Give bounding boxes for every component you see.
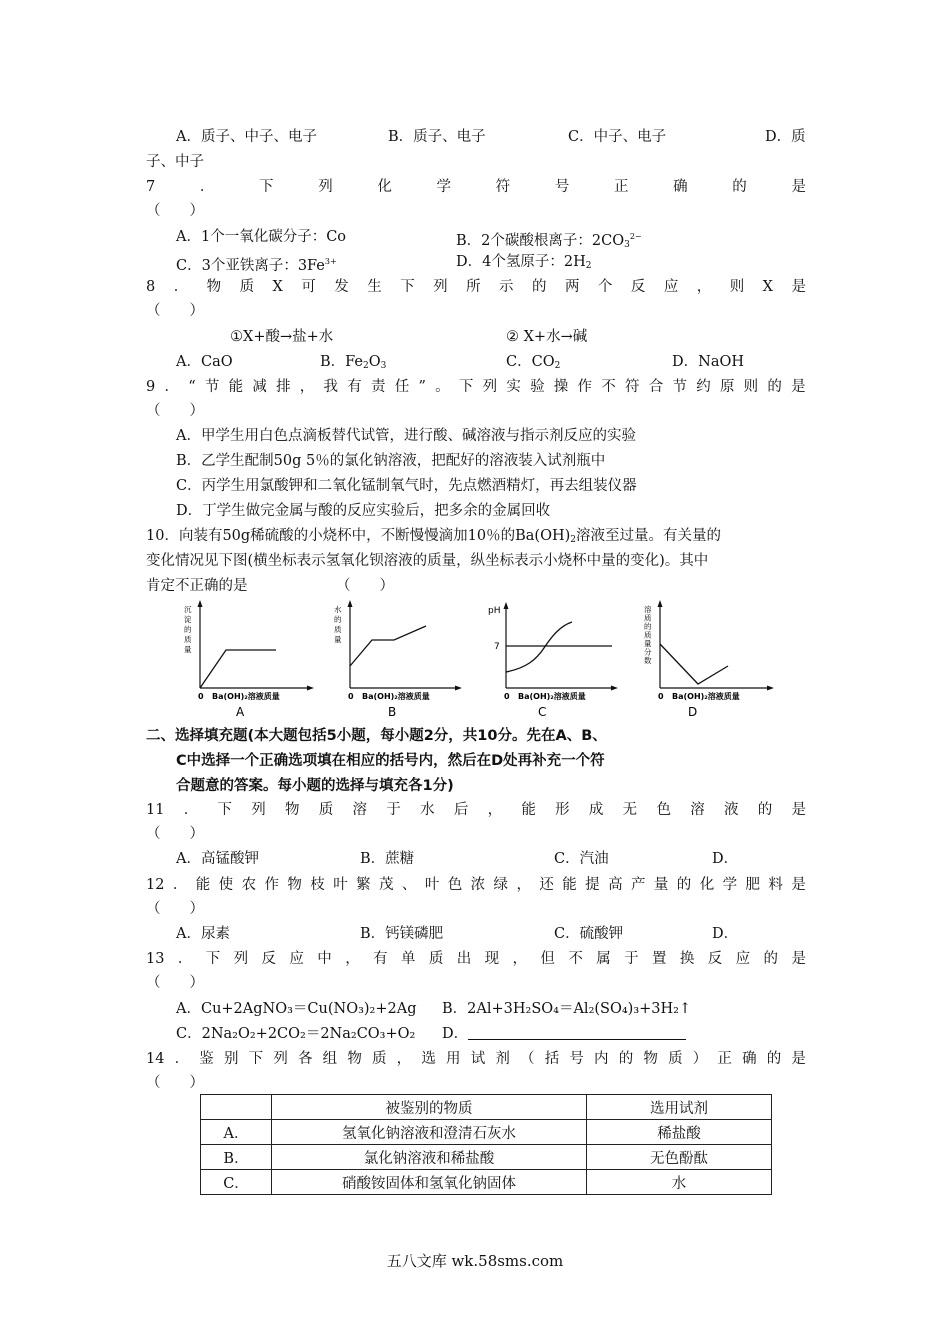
stem-char: 应: [663, 279, 679, 295]
stem-char: 应: [735, 951, 751, 967]
chart-ylabel-char: 沉: [184, 605, 192, 614]
q11-option-a: A．高锰酸钾: [176, 851, 259, 867]
q6-option-a: A．质子、中子、电子: [176, 129, 317, 145]
stem-char: 符: [495, 179, 511, 195]
q13-option-c: C．2Na₂O₂+2CO₂＝2Na₂CO₃+O₂: [176, 1026, 416, 1042]
q11-paren: （ ）: [146, 826, 204, 842]
chart-b-ylabel: [334, 604, 342, 644]
table-cell: 氢氧化钠溶液和澄清石灰水: [272, 1120, 587, 1145]
stem-char: 责: [371, 379, 386, 395]
stem-char: ”: [418, 379, 426, 395]
q9-stem: [146, 377, 806, 397]
chart-a-ylabel: [184, 605, 192, 654]
section2-heading-line-1: 二、选择填充题(本大题包括5小题，每小题2分，共10分。先在A、B、: [146, 728, 607, 744]
stem-char: 不: [601, 379, 616, 395]
chart-a-letter: A: [236, 705, 245, 719]
stem-char: 叶: [333, 877, 348, 893]
stem-char: 但: [540, 951, 555, 967]
chart-ylabel-char: 量: [644, 639, 652, 648]
stem-char: 绿: [493, 877, 509, 893]
chart-ylabel-char: 质: [644, 613, 652, 623]
stem-char: 能: [562, 877, 577, 893]
stem-char: 是: [791, 379, 806, 395]
table-cell: B．: [201, 1145, 272, 1170]
stem-char: 还: [539, 877, 554, 893]
stem-char: 括: [544, 1051, 560, 1067]
stem-char: 的: [763, 951, 779, 967]
q8-option-d: D．NaOH: [672, 354, 744, 370]
stem-char: 正: [717, 1051, 732, 1067]
stem-char: 所: [466, 279, 481, 295]
table-header-cell: [201, 1095, 272, 1120]
q11-option-b: B．蔗糖: [360, 851, 415, 867]
stem-char: 成: [588, 802, 604, 818]
stem-char: 。: [435, 379, 450, 395]
stem-char: 各: [297, 1051, 313, 1067]
stem-char: ）: [692, 1051, 708, 1067]
q7-option-c: C．3个亚铁离子：$3Fe^{3+}$: [176, 257, 337, 274]
stem-char: 溶: [690, 802, 705, 818]
q10-line-2: 变化情况见下图(横坐标表示氢氧化钡溶液的质量，纵坐标表示小烧杯中量的变化)。其中: [146, 553, 709, 569]
stem-char: 作: [264, 877, 279, 893]
stem-char: 的: [766, 1051, 782, 1067]
stem-char: 下: [217, 802, 232, 818]
stem-char: ，: [696, 279, 712, 295]
stem-char: 色: [447, 877, 463, 893]
chart-ylabel-char: 分: [644, 647, 652, 657]
stem-char: 8: [146, 279, 156, 295]
stem-char: 的: [618, 1051, 634, 1067]
q12-option-a: A．尿素: [176, 926, 230, 942]
stem-char: 于: [386, 802, 401, 818]
chart-b-curve: [350, 626, 426, 666]
stem-char: 是: [791, 951, 806, 967]
stem-char: 能: [228, 379, 244, 395]
stem-char: 实: [506, 379, 521, 395]
stem-char: 枝: [310, 877, 325, 893]
stem-char: 高: [608, 877, 623, 893]
stem-char: 确: [742, 1051, 757, 1067]
table-header-cell: 选用试剂: [587, 1095, 772, 1120]
stem-char: ，: [516, 877, 531, 893]
stem-char: 则: [743, 379, 759, 395]
stem-char: 列: [482, 379, 498, 395]
q14-paren: （ ）: [146, 1075, 204, 1091]
stem-char: 可: [301, 279, 316, 295]
stem-char: 下: [400, 279, 415, 295]
table-row: [201, 1145, 772, 1170]
chart-a-curve: [200, 650, 276, 688]
q13-answer-blank[interactable]: [468, 1025, 686, 1040]
stem-char: 现: [484, 951, 500, 967]
chart-ylabel-char: 的: [184, 625, 192, 634]
stem-char: 14: [146, 1051, 165, 1067]
stem-char: 、: [401, 877, 417, 893]
stem-char: X: [762, 279, 773, 295]
chart-ylabel-char: 量: [334, 635, 342, 644]
stem-char: 学: [436, 179, 452, 195]
stem-char: 排: [276, 379, 291, 395]
stem-char: 原: [719, 379, 735, 395]
stem-char: 是: [791, 279, 806, 295]
q9-option-a: A．甲学生用白色点滴板替代试管，进行酸、碱溶液与指示剂反应的实验: [176, 428, 636, 444]
stem-char: ．: [173, 279, 189, 295]
q9-option-d: D．丁学生做完金属与酸的反应实验后，把多余的金属回收: [176, 503, 551, 519]
stem-char: 下: [248, 1051, 264, 1067]
stem-char: 的: [732, 179, 747, 195]
stem-char: 9: [146, 379, 156, 395]
stem-char: 的: [767, 379, 782, 395]
stem-char: 茂: [379, 877, 394, 893]
stem-char: 示: [499, 279, 514, 295]
q8-option-b: B．$Fe_2O_3$: [320, 354, 387, 371]
q7-option-d: D．4个氢原子：$2H_2$: [456, 254, 592, 271]
chart-b-origin: 0: [348, 692, 354, 701]
chart-b: [330, 600, 480, 720]
stem-char: 发: [334, 279, 349, 295]
chart-a-x-arrow: [307, 686, 314, 691]
stem-char: （: [520, 1051, 535, 1067]
stem-char: 下: [458, 379, 474, 395]
chart-a: [178, 600, 328, 720]
chart-c-origin: 0: [504, 692, 510, 701]
chart-ylabel-char: 水: [334, 605, 342, 614]
chart-ylabel-char: 数: [644, 656, 652, 665]
stem-char: ，: [299, 379, 315, 395]
stem-char: 换: [679, 951, 695, 967]
q6-wrap: 子、中子: [146, 154, 204, 170]
stem-char: 作: [577, 379, 593, 395]
chart-c: [486, 600, 636, 720]
stem-char: 于: [624, 951, 639, 967]
q12-option-c: C．硫酸钾: [554, 926, 624, 942]
stem-char: 两: [564, 279, 580, 295]
table-cell: 水: [587, 1170, 772, 1195]
q6-option-d: D．质: [765, 129, 806, 145]
q7-option-a: A．1个一氧化碳分子：Co: [176, 229, 347, 245]
stem-char: 叶: [424, 877, 440, 893]
chart-ylabel-char: 的: [334, 615, 342, 624]
q9-paren: （ ）: [146, 403, 204, 419]
stem-char: 个: [597, 279, 613, 295]
stem-char: 用: [446, 1051, 461, 1067]
q13-option-d: D．: [442, 1024, 686, 1044]
stem-char: 反: [630, 279, 646, 295]
stem-char: 质: [318, 802, 334, 818]
stem-char: 质: [428, 951, 444, 967]
chart-b-letter: B: [388, 705, 397, 719]
stem-char: 内: [594, 1051, 609, 1067]
chart-ylabel-char: 的: [644, 622, 652, 631]
q13-paren: （ ）: [146, 975, 204, 991]
q12-paren: （ ）: [146, 901, 204, 917]
stem-char: 剂: [495, 1051, 510, 1067]
section2-heading-line-2: C中选择一个正确选项填在相应的括号内，然后在D处再补充一个符: [176, 753, 605, 769]
stem-char: 使: [218, 877, 234, 893]
stem-char: 质: [239, 279, 255, 295]
table-cell: 稀盐酸: [587, 1120, 772, 1145]
stem-char: 农: [241, 877, 257, 893]
stem-char: 是: [791, 1051, 806, 1067]
stem-char: ．: [199, 179, 215, 195]
stem-char: 正: [613, 179, 629, 195]
chart-c-curve: [506, 622, 572, 672]
q9-option-c: C．丙学生用氯酸钾和二氧化锰制氧气时，先点燃酒精灯，再去组装仪器: [176, 478, 637, 494]
stem-char: 物: [206, 279, 222, 295]
q12-stem: [146, 875, 806, 895]
q8-reaction-1: ①X+酸→盐+水: [230, 329, 334, 345]
table-cell: C．: [201, 1170, 272, 1195]
stem-char: 是: [791, 802, 806, 818]
q8-paren: （ ）: [146, 303, 204, 319]
table-cell: A．: [201, 1120, 272, 1145]
stem-char: 物: [643, 1051, 658, 1067]
stem-char: 应: [289, 951, 304, 967]
q8-reaction-2: ② X+水→碱: [506, 329, 588, 345]
chart-ylabel-char: 质: [644, 630, 652, 640]
chart-d-y-arrow: [658, 600, 663, 607]
q12-option-d: D．: [712, 926, 739, 942]
stem-char: ，: [396, 1051, 412, 1067]
stem-char: 置: [651, 951, 667, 967]
stem-char: 属: [596, 951, 611, 967]
table-cell: 硝酸铵固体和氢氧化钠固体: [272, 1170, 587, 1195]
table-header-cell: 被鉴别的物质: [272, 1095, 587, 1120]
stem-char: 有: [347, 379, 362, 395]
stem-char: 约: [696, 379, 711, 395]
stem-char: 出: [456, 951, 472, 967]
stem-char: 料: [768, 877, 783, 893]
chart-c-xlabel: Ba(OH)₂溶液质量: [518, 692, 586, 701]
q8-option-c: C．$CO_2$: [506, 354, 561, 371]
stem-char: 中: [317, 951, 332, 967]
stem-char: 是: [791, 179, 806, 195]
stem-char: 则: [729, 279, 745, 295]
stem-char: 能: [521, 802, 536, 818]
stem-char: 下: [205, 951, 221, 967]
chart-d-x-arrow: [767, 686, 774, 691]
stem-char: 减: [252, 379, 267, 395]
chart-d-ylabel: [644, 604, 652, 665]
stem-char: 反: [261, 951, 277, 967]
stem-char: 11: [146, 802, 165, 818]
q11-option-c: C．汽油: [554, 851, 609, 867]
stem-char: ．: [164, 379, 179, 395]
chart-a-origin: 0: [198, 692, 204, 701]
stem-char: 有: [373, 951, 388, 967]
stem-char: 别: [223, 1051, 239, 1067]
stem-char: 操: [553, 379, 569, 395]
q10-line-3: 肯定不正确的是: [146, 578, 248, 594]
stem-char: 提: [585, 877, 600, 893]
stem-char: 后: [453, 802, 469, 818]
stem-char: 是: [791, 877, 806, 893]
footer-watermark: 五八文库 wk.58sms.com: [386, 1252, 564, 1270]
stem-char: 符: [625, 379, 640, 395]
stem-char: 列: [273, 1051, 288, 1067]
stem-char: ，: [487, 802, 503, 818]
stem-char: 形: [555, 802, 570, 818]
stem-char: 能: [195, 877, 211, 893]
stem-char: 下: [259, 179, 274, 195]
stem-char: ，: [345, 951, 360, 967]
table-header-row: [201, 1095, 772, 1120]
q13-stem: [146, 949, 806, 969]
stem-char: 物: [285, 802, 300, 818]
stem-char: 肥: [745, 877, 761, 893]
stem-char: 水: [420, 802, 435, 818]
q14-stem: [146, 1049, 806, 1069]
chart-ylabel-char: 淀: [184, 615, 192, 624]
chart-c-ylabel: pH: [488, 606, 501, 616]
stem-char: “: [188, 379, 196, 395]
stem-char: ．: [177, 951, 193, 967]
stem-char: 化: [377, 179, 392, 195]
chart-d-letter: D: [688, 705, 698, 719]
stem-char: 反: [707, 951, 723, 967]
stem-char: ．: [183, 802, 199, 818]
q13-option-b: B．2Al+3H₂SO₄＝Al₂(SO₄)₃+3H₂↑: [442, 1001, 692, 1017]
q11-option-d: D．: [712, 851, 739, 867]
chart-b-xlabel: Ba(OH)₂溶液质量: [362, 692, 430, 701]
q7-stem: [146, 177, 806, 197]
chart-c-x-arrow: [611, 686, 618, 691]
q12-option-b: B．钙镁磷肥: [360, 926, 444, 942]
stem-char: 确: [673, 179, 688, 195]
stem-char: 产: [630, 877, 646, 893]
stem-char: 12: [146, 877, 165, 893]
stem-char: 节: [672, 379, 687, 395]
chart-ylabel-char: 量: [184, 645, 192, 654]
q7-paren: （ ）: [146, 203, 204, 219]
stem-char: 我: [323, 379, 339, 395]
stem-char: 溶: [352, 802, 368, 818]
chart-d-xlabel: Ba(OH)₂溶液质量: [672, 692, 740, 701]
stem-char: 验: [530, 379, 545, 395]
stem-char: 选: [421, 1051, 436, 1067]
stem-char: 物: [287, 877, 302, 893]
stem-char: 7: [146, 179, 156, 195]
stem-char: 列: [251, 802, 266, 818]
q11-stem: [146, 800, 806, 820]
chart-ylabel-char: 质: [334, 625, 342, 634]
q8-stem: [146, 277, 806, 297]
stem-char: 学: [722, 877, 738, 893]
stem-char: 任: [394, 379, 410, 395]
stem-char: X: [272, 279, 283, 295]
chart-c-tick-7: 7: [494, 642, 500, 652]
stem-char: 单: [400, 951, 416, 967]
stem-char: 号: [554, 179, 570, 195]
stem-char: 化: [699, 877, 715, 893]
stem-char: 浓: [470, 877, 486, 893]
chart-c-y-arrow: [504, 602, 509, 609]
q8-option-a: A．CaO: [176, 354, 233, 370]
stem-char: 的: [532, 279, 547, 295]
q10-line-1: 10．向装有50g稀硫酸的小烧杯中，不断慢慢滴加10％的$Ba(OH)_2$溶液至过量。有关量的: [146, 528, 722, 545]
stem-char: ．: [174, 1051, 190, 1067]
chart-ylabel-char: 质: [184, 635, 192, 644]
stem-char: 质: [372, 1051, 387, 1067]
chart-d-origin: 0: [658, 692, 664, 701]
q10-paren: （ ）: [336, 578, 394, 594]
chart-d-curve: [660, 644, 728, 684]
stem-char: 色: [656, 802, 671, 818]
q9-option-b: B．乙学生配制50g 5％的氯化钠溶液，把配好的溶液装入试剂瓶中: [176, 453, 606, 469]
stem-char: 无: [622, 802, 638, 818]
chart-d: [638, 600, 788, 720]
table-cell: 无色酚酞: [587, 1145, 772, 1170]
q13-option-a: A．Cu+2AgNO₃＝Cu(NO₃)₂+2Ag: [176, 1001, 417, 1017]
stem-char: 液: [723, 802, 739, 818]
stem-char: 的: [676, 877, 692, 893]
stem-char: 列: [433, 279, 448, 295]
table-cell: 氯化钠溶液和稀盐酸: [272, 1145, 587, 1170]
q6-option-b: B．质子、电子: [388, 129, 486, 145]
stem-char: 试: [470, 1051, 486, 1067]
stem-char: ．: [172, 877, 188, 893]
table-row: [201, 1120, 772, 1145]
stem-char: 的: [757, 802, 773, 818]
stem-char: 号: [569, 1051, 584, 1067]
stem-char: 列: [233, 951, 249, 967]
chart-b-y-arrow: [348, 600, 353, 607]
q14-table: [200, 1094, 772, 1195]
stem-char: 生: [367, 279, 382, 295]
chart-ylabel-char: 溶: [644, 605, 652, 614]
chart-a-xlabel: Ba(OH)₂溶液质量: [212, 692, 280, 701]
section2-heading-line-3: 合题意的答案。每小题的选择与填充各1分): [176, 778, 454, 794]
stem-char: 量: [653, 877, 669, 893]
chart-c-letter: C: [538, 705, 547, 719]
chart-b-x-arrow: [455, 686, 462, 691]
q7-option-b: B．2个碳酸根离子：$2CO_3^{2-}$: [456, 232, 642, 250]
stem-char: 质: [668, 1051, 683, 1067]
q6-option-c: C．中子、电子: [568, 129, 667, 145]
chart-a-y-arrow: [198, 600, 203, 607]
stem-char: 繁: [356, 877, 371, 893]
stem-char: 节: [204, 379, 220, 395]
stem-char: 组: [322, 1051, 338, 1067]
stem-char: 合: [648, 379, 664, 395]
stem-char: 13: [146, 951, 165, 967]
stem-char: 不: [568, 951, 583, 967]
table-row: [201, 1170, 772, 1195]
stem-char: 鉴: [199, 1051, 214, 1067]
stem-char: 物: [347, 1051, 362, 1067]
stem-char: ，: [512, 951, 528, 967]
stem-char: 列: [318, 179, 333, 195]
